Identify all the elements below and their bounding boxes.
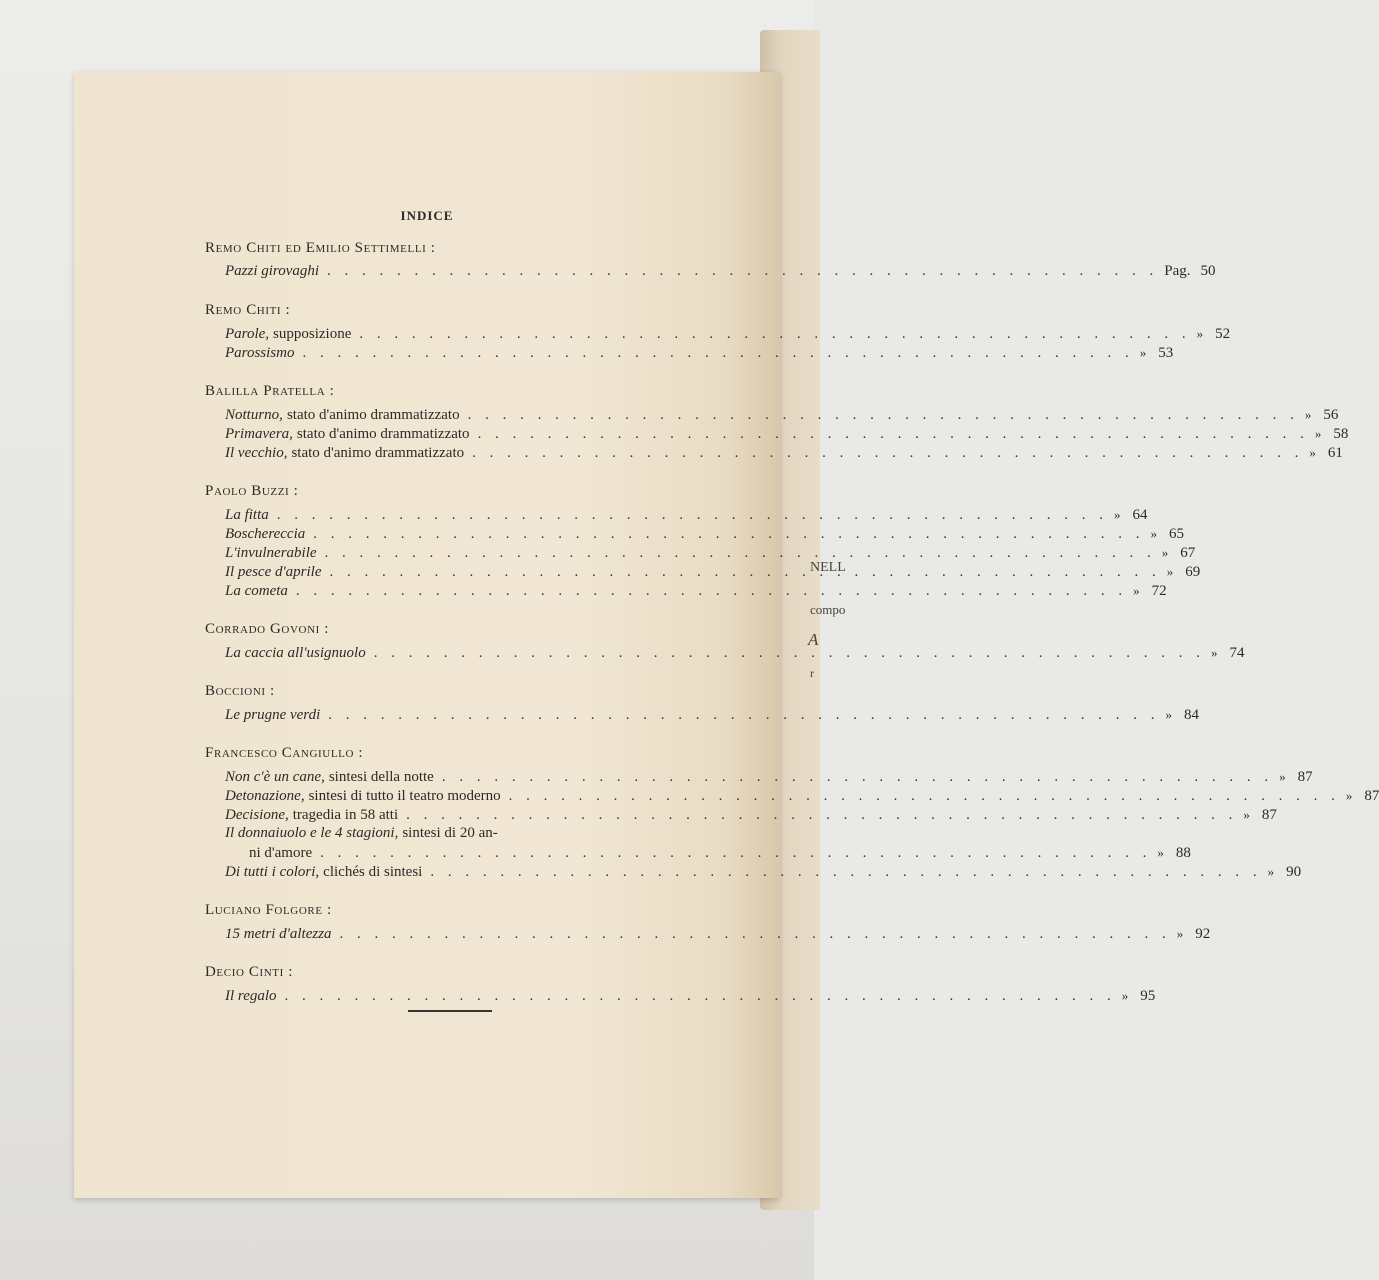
entry-title: Il donnaiuolo e le 4 stagioni, xyxy=(225,825,399,841)
dot-leader xyxy=(374,644,1205,663)
page-marker: » xyxy=(1309,445,1316,460)
page-marker: » xyxy=(1166,564,1174,579)
entry-list xyxy=(205,767,1379,881)
page-number: 84 xyxy=(1184,707,1200,723)
entry-title: Notturno, xyxy=(225,407,283,423)
entry-subtitle: sintesi di 20 an- xyxy=(402,825,498,841)
page-number: 69 xyxy=(1185,564,1201,580)
toc-entry xyxy=(225,424,1349,443)
dot-leader xyxy=(478,425,1309,444)
entry-title: Non c'è un cane, xyxy=(225,769,325,785)
section-author: Francesco Cangiullo : xyxy=(205,745,364,761)
end-rule xyxy=(408,1010,492,1012)
page-marker: » xyxy=(1157,845,1164,860)
toc-entry xyxy=(225,824,685,843)
entry-subtitle: supposizione xyxy=(273,326,352,342)
entry-subtitle: sintesi della notte xyxy=(328,769,434,785)
toc-entry xyxy=(225,443,1343,462)
entry-subtitle: stato d'animo drammatizzato xyxy=(296,426,470,442)
dot-leader xyxy=(442,768,1273,787)
entry-subtitle: tragedia in 58 atti xyxy=(292,807,399,823)
page-marker: » xyxy=(1139,345,1147,360)
entry-title: La cometa xyxy=(225,583,288,599)
page-number: 52 xyxy=(1215,326,1231,342)
page-marker: » xyxy=(1176,926,1184,941)
page-marker: » xyxy=(1304,407,1312,422)
page-number: 88 xyxy=(1175,845,1191,861)
page-number: 95 xyxy=(1140,988,1156,1004)
section-author: Boccioni : xyxy=(205,683,275,699)
toc-entry xyxy=(225,862,1302,881)
entry-title: La caccia all'usignuolo xyxy=(225,645,366,661)
toc-entry xyxy=(225,262,1216,281)
dot-leader xyxy=(285,987,1116,1006)
index-title: INDICE xyxy=(400,208,454,223)
entry-title: Le prugne verdi xyxy=(225,707,321,723)
page-number: 87 xyxy=(1297,769,1313,785)
dot-leader xyxy=(325,544,1156,563)
page-marker: » xyxy=(1243,807,1250,822)
page-number: 67 xyxy=(1180,545,1196,561)
dot-leader xyxy=(327,262,1158,281)
page-marker: » xyxy=(1114,507,1121,522)
dot-leader xyxy=(320,844,1151,863)
entry-list xyxy=(205,705,1200,724)
page-number: 61 xyxy=(1327,445,1343,461)
toc-entry xyxy=(225,705,1200,724)
entry-subtitle: sintesi di tutto il teatro moderno xyxy=(308,788,501,804)
dot-leader xyxy=(472,444,1303,463)
entry-title: Parole, xyxy=(225,326,270,342)
page-marker: Pag. xyxy=(1164,263,1191,279)
page-marker: » xyxy=(1150,526,1157,541)
dot-leader xyxy=(468,406,1299,425)
toc-entry xyxy=(225,843,1191,862)
entry-title: Di tutti i colori, xyxy=(225,864,320,880)
page-number: 72 xyxy=(1151,583,1167,599)
section-author: Remo Chiti : xyxy=(205,302,291,318)
dot-leader xyxy=(277,506,1108,525)
page-number: 65 xyxy=(1169,526,1184,542)
dot-leader xyxy=(313,525,1144,544)
next-page-text-1: NELL xyxy=(810,560,846,575)
section-author: Paolo Buzzi : xyxy=(205,483,299,499)
entry-subtitle: stato d'animo drammatizzato xyxy=(286,407,460,423)
dot-leader xyxy=(430,863,1261,882)
toc-entry xyxy=(225,505,1148,524)
entry-title: Boschereccia xyxy=(225,526,306,542)
next-page-text-4: r xyxy=(810,666,814,680)
page-number: 50 xyxy=(1200,263,1216,279)
dot-leader xyxy=(406,806,1237,825)
page-number: 74 xyxy=(1229,645,1245,661)
page-number: 64 xyxy=(1132,507,1148,523)
dot-leader xyxy=(340,925,1171,944)
entry-subtitle: stato d'animo drammatizzato xyxy=(291,445,465,461)
toc-entry xyxy=(225,643,1245,662)
page-marker: » xyxy=(1314,426,1322,441)
entry-title: Il regalo xyxy=(225,988,277,1004)
entry-title: Pazzi girovaghi xyxy=(225,263,320,279)
entry-list xyxy=(205,986,1156,1005)
page-marker: » xyxy=(1121,988,1129,1003)
page-number: 92 xyxy=(1195,926,1211,942)
toc-entry xyxy=(225,805,1277,824)
toc-entry xyxy=(225,543,1196,562)
section-author: Corrado Govoni : xyxy=(205,621,329,637)
entry-title: Parossismo xyxy=(225,345,295,361)
page-number: 53 xyxy=(1158,345,1174,361)
section-author: Luciano Folgore : xyxy=(205,902,332,918)
toc-entry xyxy=(225,986,1156,1005)
entry-title: Primavera, xyxy=(225,426,293,442)
toc-entry xyxy=(225,343,1174,362)
entry-list xyxy=(205,924,1211,943)
toc-entry xyxy=(225,786,1379,805)
dot-leader xyxy=(330,563,1161,582)
page-number: 90 xyxy=(1286,864,1302,880)
dot-leader xyxy=(328,706,1159,725)
entry-title: Decisione, xyxy=(225,807,289,823)
entry-subtitle: ni d'amore xyxy=(249,845,313,861)
dot-leader xyxy=(302,344,1133,363)
entry-title: Il pesce d'aprile xyxy=(225,564,322,580)
entry-title: 15 metri d'altezza xyxy=(225,926,332,942)
page-marker: » xyxy=(1161,545,1169,560)
page-number: 56 xyxy=(1323,407,1339,423)
entry-list xyxy=(205,405,1349,462)
section-author: Decio Cinti : xyxy=(205,964,293,980)
page-number: 87 xyxy=(1261,807,1277,823)
toc-entry xyxy=(225,767,1313,786)
dot-leader xyxy=(359,325,1190,344)
section-author: Balilla Pratella : xyxy=(205,383,335,399)
page-marker: » xyxy=(1267,864,1275,879)
section-author: Remo Chiti ed Emilio Settimelli : xyxy=(205,240,436,256)
entry-subtitle: clichés di sintesi xyxy=(323,864,423,880)
entry-title: L'invulnerabile xyxy=(225,545,317,561)
page-number: 87 xyxy=(1364,788,1379,804)
next-page-text-3: A xyxy=(808,630,819,649)
page-marker: » xyxy=(1210,645,1218,660)
entry-title: Detonazione, xyxy=(225,788,305,804)
page-marker: » xyxy=(1196,326,1204,341)
toc-entry xyxy=(225,524,1184,543)
next-page-text-2: compo xyxy=(810,602,846,617)
page-marker: » xyxy=(1279,769,1286,784)
entry-title: La fitta xyxy=(225,507,269,523)
entry-list xyxy=(205,262,1216,281)
toc-entry xyxy=(225,324,1231,343)
page-marker: » xyxy=(1133,583,1140,598)
entry-title: Il vecchio, xyxy=(225,445,288,461)
page-marker: » xyxy=(1165,707,1173,722)
toc-entry xyxy=(225,581,1167,600)
entry-list xyxy=(205,324,1231,362)
page-number: 58 xyxy=(1333,426,1349,442)
toc-entry xyxy=(225,405,1339,424)
dot-leader xyxy=(296,582,1127,601)
toc-entry xyxy=(225,924,1211,943)
page-marker: » xyxy=(1345,788,1353,803)
dot-leader xyxy=(509,787,1340,806)
entry-list xyxy=(205,643,1245,662)
